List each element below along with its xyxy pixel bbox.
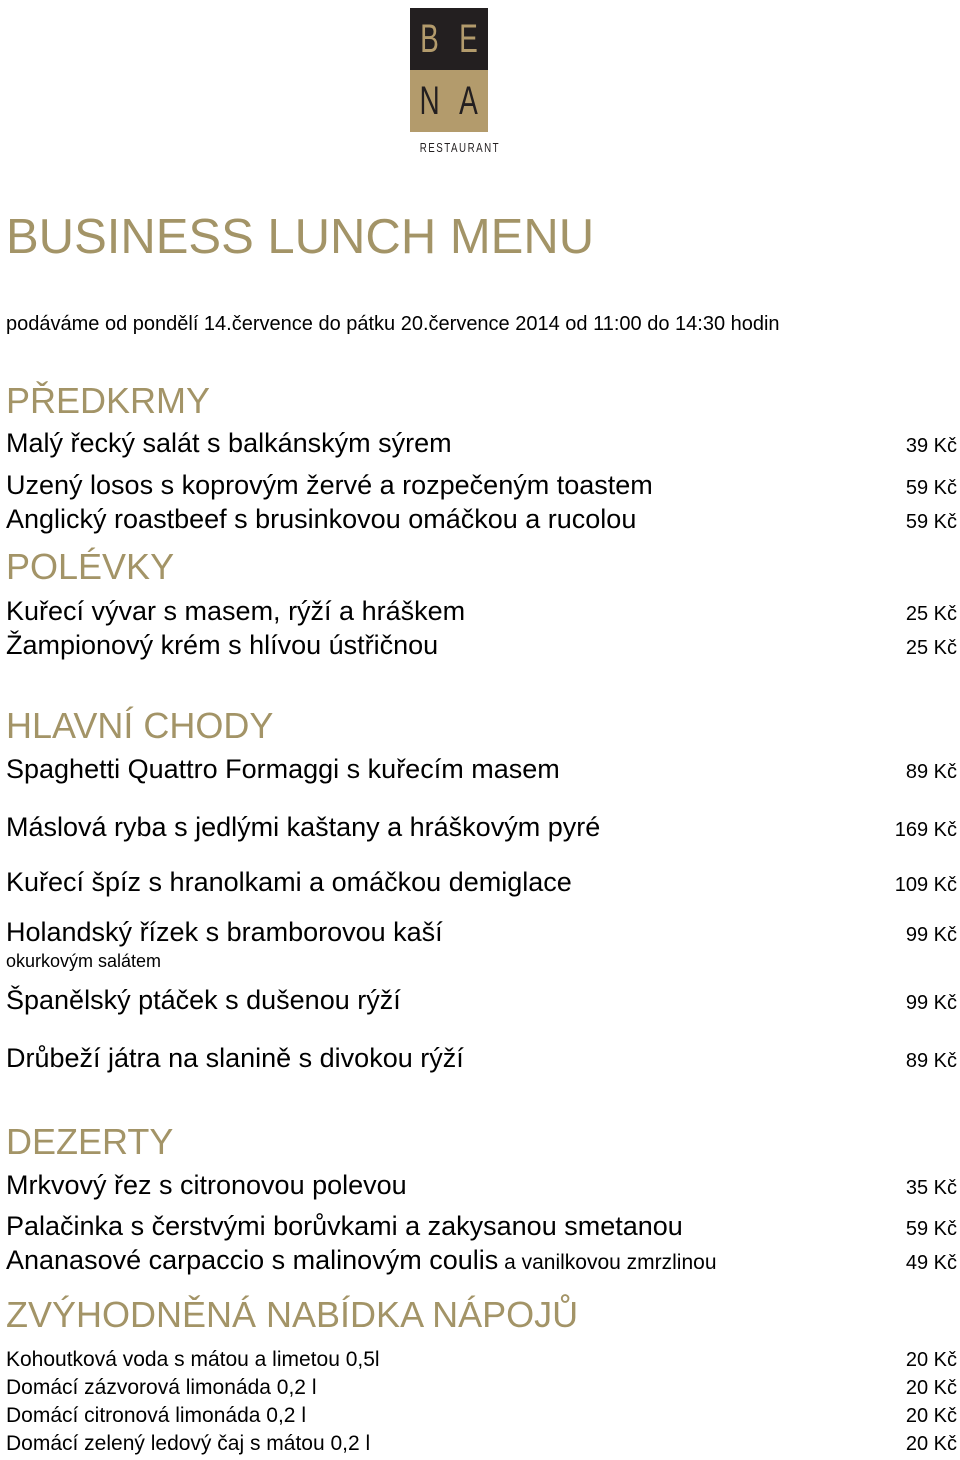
item-name: Kuřecí špíz s hranolkami a omáčkou demiglace — [6, 867, 572, 897]
item-price: 89 Kč — [905, 761, 957, 783]
section-heading-polevky: POLÉVKY — [6, 546, 175, 587]
item-name: Spaghetti Quattro Formaggi s kuřecím masem — [6, 754, 560, 784]
menu-item — [6, 1213, 957, 1240]
item-note: okurkovým salátem — [6, 951, 162, 971]
logo-cell: E — [449, 8, 488, 70]
menu-title: BUSINESS LUNCH MENU — [6, 210, 595, 264]
item-name-main: Ananasové carpaccio s malinovým coulis — [6, 1245, 499, 1275]
item-price: 49 Kč — [905, 1252, 957, 1274]
item-name: Palačinka s čerstvými borůvkami a zakysanou smetanou — [6, 1211, 683, 1241]
item-price: 25 Kč — [905, 637, 957, 659]
item-name: Domácí zázvorová limonáda 0,2 l — [6, 1376, 317, 1399]
menu-item — [6, 472, 957, 499]
item-name — [6, 1247, 717, 1274]
item-price: 20 Kč — [905, 1377, 957, 1399]
menu-item — [6, 598, 957, 625]
menu-item — [6, 1172, 957, 1199]
menu-item — [6, 632, 957, 659]
item-price: 39 Kč — [905, 435, 957, 457]
menu-item — [6, 1433, 957, 1454]
item-name: Španělský ptáček s dušenou rýží — [6, 985, 401, 1015]
menu-item — [6, 919, 957, 946]
menu-item — [6, 1349, 957, 1370]
item-name: Máslová ryba s jedlými kaštany a hráškovým pyré — [6, 812, 601, 842]
item-name: Kohoutková voda s mátou a limetou 0,5l — [6, 1348, 380, 1371]
menu-item — [6, 1405, 957, 1426]
restaurant-logo — [410, 8, 501, 155]
item-price: 59 Kč — [905, 1218, 957, 1240]
item-name: Holandský řízek s bramborovou kaší — [6, 917, 443, 947]
item-price: 20 Kč — [905, 1405, 957, 1427]
menu-item — [6, 987, 957, 1014]
section-heading-dezerty: DEZERTY — [6, 1121, 174, 1162]
item-price: 20 Kč — [905, 1433, 957, 1455]
menu-item — [6, 756, 957, 783]
item-name: Domácí zelený ledový čaj s mátou 0,2 l — [6, 1432, 371, 1455]
item-name: Mrkvový řez s citronovou polevou — [6, 1170, 407, 1200]
item-price: 109 Kč — [894, 874, 957, 896]
menu-item — [6, 1247, 957, 1274]
item-name-tail: a vanilkovou zmrzlinou — [498, 1251, 717, 1274]
logo-cell: B — [410, 8, 449, 70]
menu-item — [6, 430, 957, 457]
menu-item — [6, 506, 957, 533]
menu-subtitle: podáváme od pondělí 14.července do pátku 20.července 2014 od 11:00 do 14:30 hodin — [6, 313, 780, 335]
menu-item — [6, 1377, 957, 1398]
item-name: Domácí citronová limonáda 0,2 l — [6, 1404, 306, 1427]
item-price: 20 Kč — [905, 1349, 957, 1371]
item-name: Malý řecký salát s balkánským sýrem — [6, 428, 452, 458]
logo-subtitle: RESTAURANT — [419, 140, 501, 155]
section-heading-hlavni: HLAVNÍ CHODY — [6, 705, 274, 746]
item-price: 169 Kč — [894, 819, 957, 841]
logo-grid — [410, 8, 488, 132]
logo-cell: N — [410, 70, 449, 132]
item-price: 89 Kč — [905, 1050, 957, 1072]
menu-item — [6, 814, 957, 841]
section-heading-predkrmy: PŘEDKRMY — [6, 380, 211, 421]
menu-item — [6, 869, 957, 896]
item-price: 59 Kč — [905, 477, 957, 499]
item-price: 59 Kč — [905, 511, 957, 533]
item-price: 99 Kč — [905, 992, 957, 1014]
logo-cell: A — [449, 70, 488, 132]
item-price: 25 Kč — [905, 603, 957, 625]
item-name: Drůbeží játra na slanině s divokou rýží — [6, 1043, 464, 1073]
item-price: 35 Kč — [905, 1177, 957, 1199]
item-name: Anglický roastbeef s brusinkovou omáčkou a rucolou — [6, 504, 637, 534]
section-heading-napoje: ZVÝHODNĚNÁ NABÍDKA NÁPOJŮ — [6, 1294, 579, 1335]
item-name: Žampionový krém s hlívou ústřičnou — [6, 630, 439, 660]
item-name: Kuřecí vývar s masem, rýží a hráškem — [6, 596, 466, 626]
item-name: Uzený losos s koprovým žervé a rozpečeným toastem — [6, 470, 653, 500]
item-price: 99 Kč — [905, 924, 957, 946]
menu-item — [6, 1045, 957, 1072]
